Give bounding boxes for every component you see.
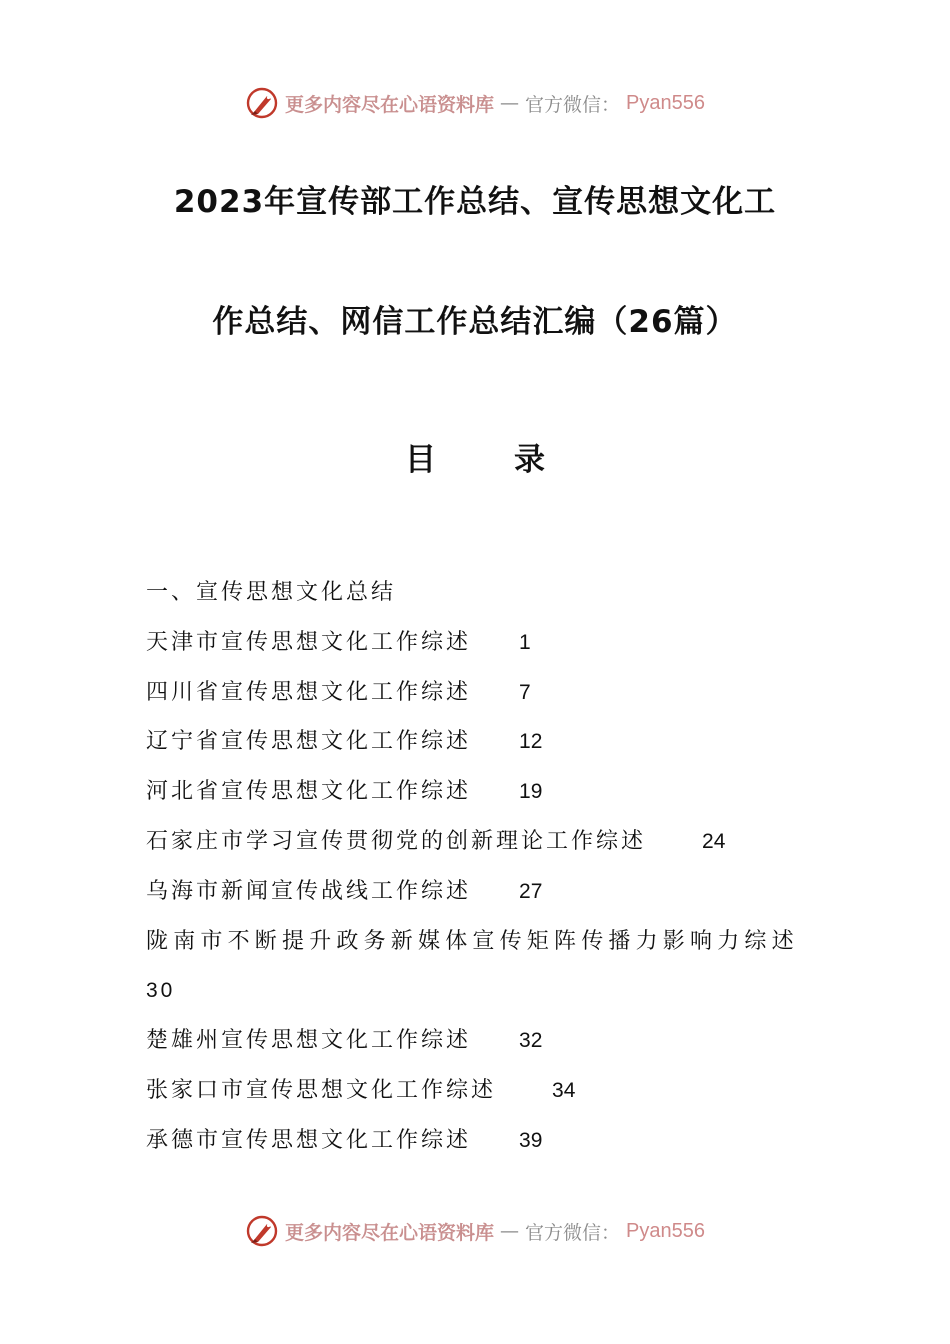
banner-wechat-label: 官方微信： xyxy=(525,1221,621,1244)
table-of-contents xyxy=(146,568,826,1166)
toc-entry[interactable] xyxy=(146,618,826,668)
banner-dash: — xyxy=(500,1220,520,1242)
toc-entry-title: 承德市宣传思想文化工作综述 xyxy=(146,1127,472,1153)
toc-entry-title: 石家庄市学习宣传贯彻党的创新理论工作综述 xyxy=(146,828,647,854)
toc-entry-title: 天津市宣传思想文化工作综述 xyxy=(146,629,472,655)
toc-section-heading: 一、宣传思想文化总结 xyxy=(146,580,397,605)
banner-dash: — xyxy=(500,92,520,114)
banner-text: 更多内容尽在心语资料库 xyxy=(285,93,495,116)
toc-entry-page: 34 xyxy=(552,1078,576,1102)
toc-entry-page: 12 xyxy=(519,730,543,754)
toc-entry[interactable] xyxy=(146,1016,826,1066)
toc-entry[interactable] xyxy=(146,767,826,817)
banner-wechat-label: 官方微信： xyxy=(525,93,621,116)
toc-entry-title: 四川省宣传思想文化工作综述 xyxy=(146,679,472,705)
toc-entry-page: 30 xyxy=(146,979,176,1003)
document-title-line-1: 2023年宣传部工作总结、宣传思想文化工 xyxy=(173,184,777,220)
toc-entry-title: 辽宁省宣传思想文化工作综述 xyxy=(146,729,472,755)
toc-entry-title: 河北省宣传思想文化工作综述 xyxy=(146,779,472,805)
toc-entry[interactable] xyxy=(146,717,826,767)
banner-wechat-id: Pyan556 xyxy=(626,1219,705,1242)
toc-entry-page: 39 xyxy=(519,1128,543,1152)
toc-heading-left: 目 xyxy=(405,442,436,478)
toc-entry-page: 24 xyxy=(702,829,726,853)
toc-entry-title: 陇南市不断提升政务新媒体宣传矩阵传播力影响力综述 xyxy=(146,928,799,954)
toc-entry-page: 32 xyxy=(519,1029,543,1053)
toc-entry-page: 1 xyxy=(519,630,531,654)
toc-heading-right: 录 xyxy=(514,442,545,478)
toc-entry[interactable] xyxy=(146,668,826,718)
banner-text: 更多内容尽在心语资料库 xyxy=(285,1221,495,1244)
toc-entry[interactable] xyxy=(146,917,826,1017)
toc-entry[interactable] xyxy=(146,817,826,867)
pen-nib-logo-icon xyxy=(245,1214,279,1248)
toc-entry-title: 乌海市新闻宣传战线工作综述 xyxy=(146,878,472,904)
toc-entry[interactable] xyxy=(146,1116,826,1166)
banner-wechat-id: Pyan556 xyxy=(626,91,705,114)
toc-heading xyxy=(0,434,950,479)
toc-entry-title: 张家口市宣传思想文化工作综述 xyxy=(146,1077,497,1103)
toc-entry[interactable] xyxy=(146,1066,826,1116)
toc-entry-title: 楚雄州宣传思想文化工作综述 xyxy=(146,1028,472,1054)
header-banner xyxy=(0,86,950,120)
footer-banner xyxy=(0,1214,950,1248)
toc-entry-page: 7 xyxy=(519,680,531,704)
toc-entry-page: 19 xyxy=(519,780,543,804)
pen-nib-logo-icon xyxy=(245,86,279,120)
document-title-line-2: 作总结、网信工作总结汇编（26篇） xyxy=(212,304,738,340)
toc-entry[interactable] xyxy=(146,867,826,917)
toc-entry-page: 27 xyxy=(519,879,543,903)
